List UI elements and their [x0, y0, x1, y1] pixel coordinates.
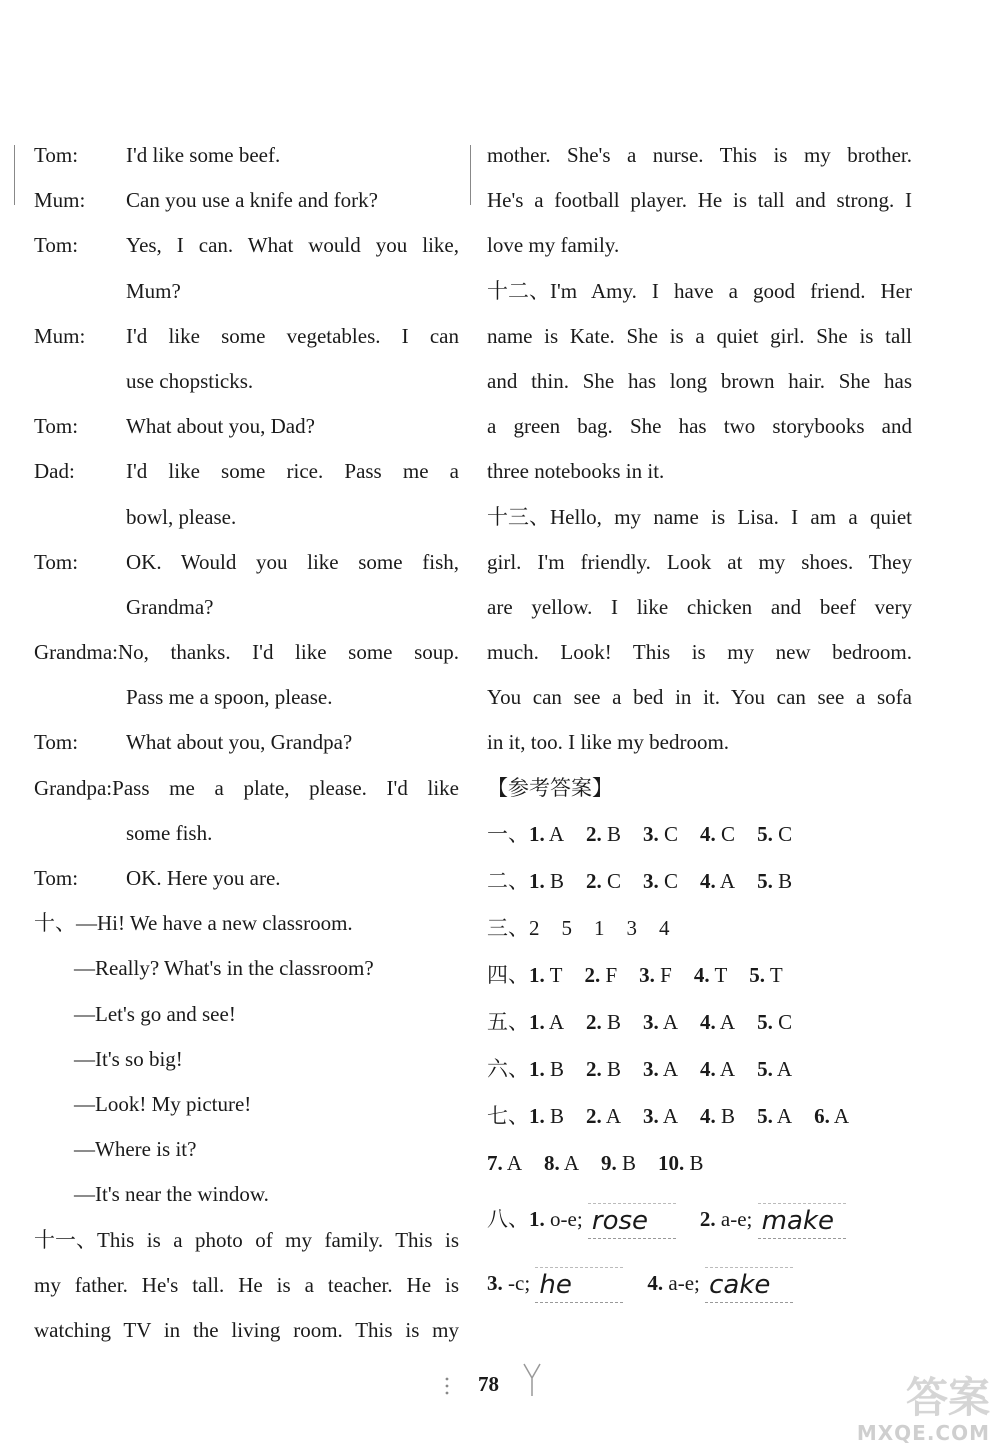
answer-item [814, 1093, 849, 1140]
paragraph-line [487, 449, 912, 494]
answer-number: 5. [757, 1103, 773, 1128]
dialogue-line [34, 404, 459, 449]
handwritten-word: he [535, 1267, 623, 1303]
dialogue-line [34, 178, 459, 223]
answer-row [487, 1046, 912, 1093]
answer-row [487, 811, 912, 858]
answer-item [562, 905, 573, 952]
watermark-logo-text: 答案 [905, 1373, 990, 1422]
phonics-pattern: o-e; [550, 1206, 583, 1231]
answer-value: T [714, 962, 728, 987]
answer-value: F [660, 962, 672, 987]
answer-number: 2. [586, 868, 602, 893]
answer-number: 2. [586, 821, 602, 846]
answer-number: 5. [757, 1009, 773, 1034]
speaker-spacer [34, 675, 126, 720]
paragraph-line [487, 223, 912, 268]
paragraph-line [487, 720, 912, 765]
dialogue-text: I'd like some rice. Pass me a [126, 459, 459, 484]
dialogue-text: Mum? [126, 278, 181, 303]
answer-number: 1. [529, 1009, 545, 1034]
paragraph-text: I'm Amy. I have a good friend. Her [550, 278, 912, 303]
answer-number: 3. [487, 1270, 503, 1295]
phonics-pattern: a-e; [720, 1206, 753, 1231]
answer-number: 5. [749, 962, 766, 987]
answer-number: 7. [487, 1150, 503, 1175]
answer-section-label: 七、 [487, 1103, 529, 1128]
answer-item [643, 1093, 678, 1140]
right-column [487, 133, 912, 1315]
answer-item [586, 858, 621, 905]
dialogue-exchange-line [34, 1127, 459, 1172]
paragraph-text: three notebooks in it. [487, 459, 665, 484]
answer-item [658, 1140, 704, 1187]
exchange-text: —Where is it? [74, 1137, 197, 1162]
paragraph-line [487, 314, 912, 359]
paragraph-text: and thin. She has long brown hair. She has [487, 368, 912, 393]
paragraph-text: love my family. [487, 233, 620, 258]
answer-item [529, 1093, 564, 1140]
answer-item [757, 811, 792, 858]
speaker-name: Tom: [34, 143, 79, 167]
answer-number: 2. [584, 962, 601, 987]
answer-item [529, 811, 564, 858]
dialogue-line [34, 675, 459, 720]
answer-item [659, 905, 670, 952]
paragraph-line [487, 585, 912, 630]
answer-section-label: 三、 [487, 915, 529, 940]
paragraph-text: girl. I'm friendly. Look at my shoes. They [487, 549, 912, 574]
dialogue-text: What about you, Grandpa? [126, 730, 353, 755]
answer-number: 5. [757, 868, 773, 893]
speaker-name: Mum: [34, 323, 86, 348]
answer-item [700, 811, 735, 858]
paragraph-line [487, 495, 912, 540]
phonics-item [529, 1187, 676, 1251]
dialogue-exchange-line [34, 1037, 459, 1082]
answer-number: 2. [699, 1206, 716, 1231]
speaker-name: Tom: [34, 549, 79, 574]
paragraph-line [487, 675, 912, 720]
phonics-row [487, 1187, 912, 1251]
answer-item [584, 952, 617, 999]
exchange-text: —Look! My picture! [74, 1091, 252, 1116]
dialogue-line [34, 720, 459, 765]
answer-value: C [778, 1009, 793, 1034]
dialogue-text: What about you, Dad? [126, 414, 315, 439]
answer-number: 1. [529, 868, 545, 893]
paragraph-text: You can see a bed in it. You can see a sofa [487, 685, 912, 710]
answer-number: 2. [586, 1009, 602, 1034]
paragraph-line [487, 540, 912, 585]
answer-value: B [550, 1056, 565, 1081]
speaker-spacer [34, 585, 126, 630]
answer-value: 2 [529, 915, 540, 940]
dialogue-line [34, 811, 459, 856]
answer-value: A [662, 1009, 679, 1034]
paragraph-text: much. Look! This is my new bedroom. [487, 640, 912, 665]
dialogue-text: OK. Here you are. [126, 866, 281, 890]
answer-row [487, 1093, 912, 1140]
answer-value: T [549, 962, 563, 987]
answer-number: 8. [544, 1150, 560, 1175]
answer-value: A [719, 868, 736, 893]
paragraph-text: name is Kate. She is a quiet girl. She is tall [487, 323, 912, 348]
exchange-text: —Really? What's in the classroom? [74, 956, 374, 981]
answer-item [529, 858, 564, 905]
answer-item [694, 952, 727, 999]
dialogue-text: use chopsticks. [126, 368, 254, 393]
answer-number: 1. [529, 821, 545, 846]
dialogue-exchange-line [34, 992, 459, 1037]
answer-number: 1. [529, 962, 545, 987]
section-label: 十、 [34, 911, 76, 936]
answer-value: C [607, 868, 622, 893]
dialogue-line [34, 133, 459, 178]
answer-value: C [721, 821, 736, 846]
answer-value: B [622, 1150, 637, 1175]
answer-item [586, 1046, 621, 1093]
dialogue-text: Pass me a plate, please. I'd like [112, 775, 459, 800]
answer-number: 4. [700, 1056, 716, 1081]
phonics-item [647, 1251, 793, 1315]
answer-item [529, 1046, 564, 1093]
speaker-name: Dad: [34, 459, 75, 484]
answer-value: A [605, 1103, 622, 1128]
dialogue-exchange-line [34, 1082, 459, 1127]
answer-item [601, 1140, 636, 1187]
section-label: 十二、 [487, 278, 550, 303]
watermark-url: MXQE.COM [856, 1421, 990, 1445]
exchange-text: —It's near the window. [74, 1182, 269, 1207]
answer-number: 3. [643, 1056, 659, 1081]
answer-value: A [662, 1103, 679, 1128]
paragraph-line [34, 1308, 459, 1353]
answer-value: 1 [594, 915, 605, 940]
paragraph-text: a green bag. She has two storybooks and [487, 414, 912, 439]
handwritten-word: cake [705, 1267, 793, 1303]
answer-item [639, 952, 672, 999]
answer-value: A [776, 1056, 793, 1081]
answer-number: 4. [647, 1270, 664, 1295]
paragraph-line [487, 630, 912, 675]
paragraph-line [487, 269, 912, 314]
answer-value: B [607, 1056, 622, 1081]
exchange-text: —Hi! We have a new classroom. [76, 911, 353, 936]
answers-header: 【参考答案】 [487, 775, 613, 800]
phonics-pattern: -c; [508, 1270, 531, 1295]
answer-value: C [778, 821, 793, 846]
answer-value: A [776, 1103, 793, 1128]
answer-item [700, 1046, 735, 1093]
dialogue-line [34, 766, 459, 811]
speaker-name: Tom: [34, 866, 79, 890]
answer-number: 2. [586, 1056, 602, 1081]
answer-section-label: 五、 [487, 1009, 529, 1034]
answer-number: 4. [700, 821, 716, 846]
dialogue-text: Pass me a spoon, please. [126, 685, 333, 710]
answer-row [487, 999, 912, 1046]
speaker-name: Mum: [34, 188, 86, 213]
answer-number: 5. [757, 821, 773, 846]
margin-rule-left [14, 145, 15, 205]
answer-number: 3. [643, 821, 659, 846]
dialogue-line [34, 630, 459, 675]
answer-value: A [548, 821, 565, 846]
answer-number: 9. [601, 1150, 617, 1175]
answer-value: B [550, 868, 565, 893]
answer-section-label: 二、 [487, 868, 529, 893]
exchange-text: —Let's go and see! [74, 1001, 236, 1026]
phonics-item [487, 1251, 623, 1315]
dialogue-exchange-line [34, 1172, 459, 1217]
answer-item [700, 999, 735, 1046]
speaker-name: Grandma: [34, 640, 118, 665]
answer-item [643, 858, 678, 905]
answer-number: 2. [586, 1103, 602, 1128]
exchange-text: —It's so big! [74, 1046, 183, 1071]
paragraph-text: He's a football player. He is tall and strong. I [487, 188, 912, 213]
answer-number: 4. [693, 962, 710, 987]
answer-item [757, 1046, 792, 1093]
answer-item [643, 811, 678, 858]
answer-item [586, 811, 621, 858]
answer-item [594, 905, 605, 952]
dialogue-text: No, thanks. I'd like some soup. [117, 640, 459, 665]
answer-value: A [563, 1150, 580, 1175]
dialogue-text: some fish. [126, 820, 213, 845]
page-ornament-icon [520, 1362, 544, 1398]
answer-item [544, 1140, 579, 1187]
dialogue-exchange-line [34, 901, 459, 946]
dialogue-line [34, 856, 459, 901]
dialogue-line [34, 585, 459, 630]
speaker-spacer [34, 269, 126, 314]
paragraph-text: in it, too. I like my bedroom. [487, 730, 730, 755]
answer-item [643, 1046, 678, 1093]
answer-item [749, 952, 782, 999]
left-column [34, 133, 459, 1353]
answer-item [700, 858, 735, 905]
answer-row [487, 952, 912, 999]
answer-number: 4. [700, 1103, 716, 1128]
dialogue-line [34, 223, 459, 268]
dialogue-exchange-line [34, 946, 459, 991]
answer-item [627, 905, 638, 952]
paragraph-line [487, 178, 912, 223]
answer-item [529, 952, 562, 999]
answer-number: 4. [700, 1009, 716, 1034]
answer-number: 3. [643, 1009, 659, 1034]
watermark [790, 1365, 990, 1445]
answer-value: C [664, 821, 679, 846]
answer-item [643, 999, 678, 1046]
answer-number: 3. [639, 962, 655, 987]
paragraph-text: watching TV in the living room. This is my [34, 1317, 459, 1342]
answer-item [586, 999, 621, 1046]
answer-value: B [607, 1009, 622, 1034]
dialogue-line [34, 359, 459, 404]
paragraph-text: This is a photo of my family. This is [97, 1227, 459, 1252]
speaker-spacer [34, 495, 126, 540]
dialogue-text: Yes, I can. What would you like, [126, 233, 459, 258]
dialogue-text: I'd like some beef. [126, 143, 281, 167]
answer-number: 1. [529, 1103, 545, 1128]
answer-value: B [550, 1103, 565, 1128]
handwritten-word: rose [588, 1203, 676, 1239]
answer-value: 3 [626, 915, 637, 940]
speaker-name: Tom: [34, 414, 79, 439]
dialogue-text: I'd like some vegetables. I can [126, 323, 459, 348]
answer-value: B [721, 1103, 736, 1128]
speaker-name: Tom: [34, 233, 79, 258]
answer-number: 1. [529, 1206, 545, 1231]
dialogue-text: bowl, please. [126, 504, 237, 529]
answer-section-label: 一、 [487, 821, 529, 846]
answer-value: B [689, 1150, 704, 1175]
answer-number: 5. [757, 1056, 773, 1081]
paragraph-line [487, 404, 912, 449]
answer-value: A [662, 1056, 679, 1081]
answer-section-label: 六、 [487, 1056, 529, 1081]
page-number: 78 [478, 1372, 499, 1396]
answer-number: 3. [643, 1103, 659, 1128]
answer-number: 10. [658, 1150, 685, 1175]
answer-section-label: 四、 [487, 962, 529, 987]
dialogue-line [34, 269, 459, 314]
answer-section-label: 八、 [487, 1206, 529, 1231]
answer-value: 5 [561, 915, 572, 940]
answer-item [487, 1140, 522, 1187]
answer-item [757, 858, 792, 905]
dialogue-line [34, 540, 459, 585]
column-divider [470, 145, 471, 205]
answer-value: A [548, 1009, 565, 1034]
answer-item [757, 999, 792, 1046]
paragraph-text: mother. She's a nurse. This is my brother. [487, 143, 912, 167]
answer-item [586, 1093, 621, 1140]
answer-item [529, 999, 564, 1046]
dialogue-text: Can you use a knife and fork? [126, 188, 378, 213]
paragraph-line [34, 1218, 459, 1263]
answer-value: A [506, 1150, 523, 1175]
answer-value: B [607, 821, 622, 846]
paragraph-line [34, 1263, 459, 1308]
dialogue-line [34, 314, 459, 359]
paragraph-line [487, 359, 912, 404]
answer-value: B [778, 868, 793, 893]
paragraph-text: Hello, my name is Lisa. I am a quiet [550, 504, 912, 529]
paragraph-line [487, 133, 912, 178]
phonics-pattern: a-e; [668, 1270, 700, 1295]
answer-value: C [664, 868, 679, 893]
answer-number: 6. [814, 1103, 830, 1128]
speaker-name: Grandpa: [34, 775, 113, 800]
paragraph-text: my father. He's tall. He is a teacher. He is [34, 1272, 459, 1297]
answer-item [757, 1093, 792, 1140]
answer-row [487, 905, 912, 952]
phonics-item [700, 1187, 846, 1251]
speaker-spacer [34, 359, 126, 404]
dialogue-text: OK. Would you like some fish, [126, 549, 459, 574]
handwritten-word: make [758, 1203, 846, 1239]
answer-value: 4 [659, 915, 670, 940]
answer-number: 1. [529, 1056, 545, 1081]
answer-item [529, 905, 540, 952]
section-label: 十一、 [34, 1227, 97, 1252]
answer-value: T [769, 962, 783, 987]
phonics-row [487, 1251, 912, 1315]
dialogue-text: Grandma? [126, 594, 214, 619]
paragraph-text: are yellow. I like chicken and beef very [487, 594, 912, 619]
dialogue-line [34, 449, 459, 494]
answer-value: F [605, 962, 618, 987]
speaker-name: Tom: [34, 730, 79, 755]
section-label: 十三、 [487, 504, 550, 529]
answer-number: 4. [700, 868, 716, 893]
answer-value: A [719, 1009, 736, 1034]
answer-row [487, 1140, 912, 1187]
answer-number: 3. [643, 868, 659, 893]
speaker-spacer [34, 811, 126, 856]
answer-item [700, 1093, 735, 1140]
answer-row [487, 858, 912, 905]
footer-dots [444, 1376, 450, 1400]
answer-value: A [719, 1056, 736, 1081]
dialogue-line [34, 495, 459, 540]
answer-value: A [833, 1103, 850, 1128]
